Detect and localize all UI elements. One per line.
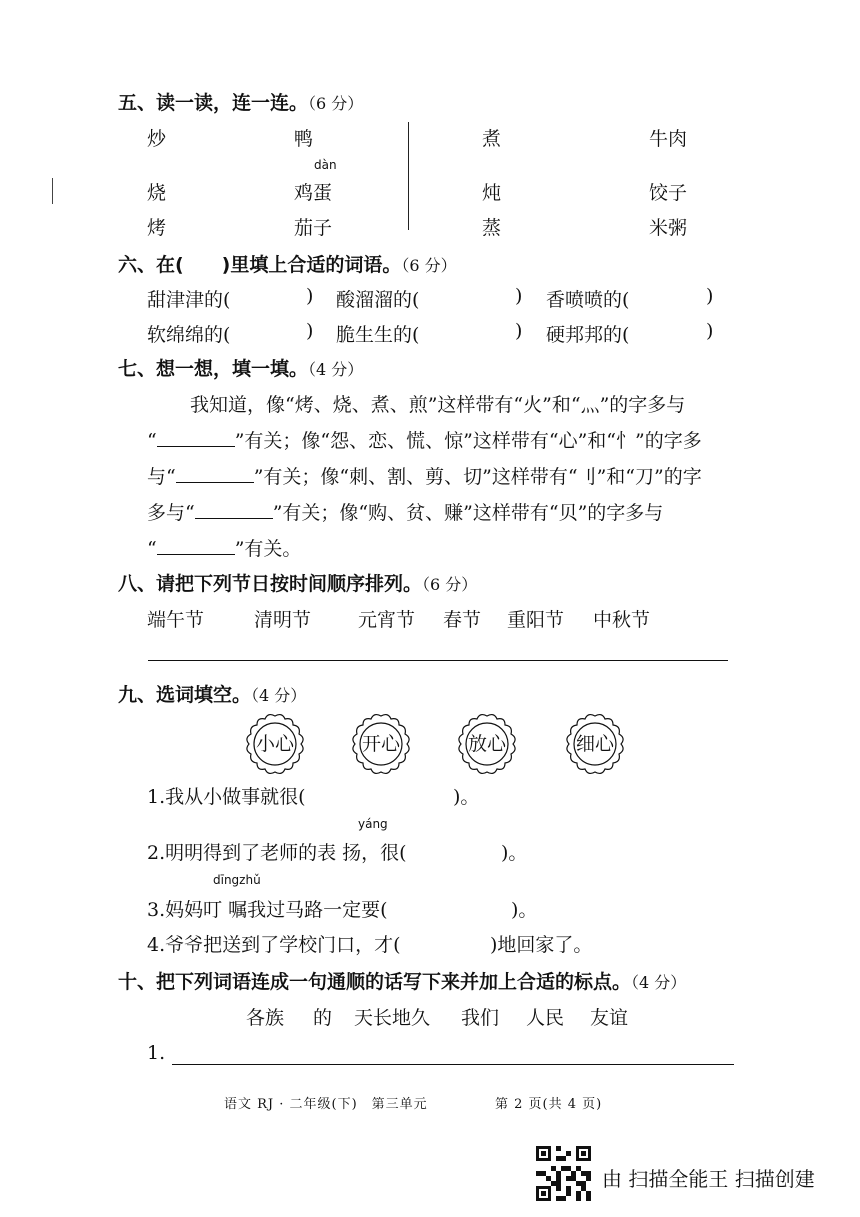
s6-r2-b: 脆生生的( bbox=[336, 324, 420, 346]
s5-left-1: 炒 bbox=[147, 128, 167, 150]
s6-r1-a: 甜津津的( bbox=[147, 289, 231, 311]
s6-r1-b-close: ) bbox=[515, 285, 523, 307]
margin-mark bbox=[52, 178, 53, 204]
s7-line-5: “ ”有关。 bbox=[147, 538, 302, 560]
section-9-heading: 九、选词填空。（4 分） bbox=[118, 684, 307, 706]
word-flower-3 bbox=[456, 713, 518, 775]
s7-line-2: “ ”有关；像“怨、恋、慌、惊”这样带有“心”和“忄”的字多 bbox=[147, 430, 702, 452]
s10-word-6: 友谊 bbox=[590, 1007, 629, 1029]
s9-q3-close: )。 bbox=[511, 899, 538, 921]
word-flower-1 bbox=[244, 713, 306, 775]
s10-word-2: 的 bbox=[313, 1007, 333, 1029]
word-flower-2 bbox=[350, 713, 412, 775]
s7-line-3: 与“ ”有关；像“刺、割、剪、切”这样带有“刂”和“刀”的字 bbox=[147, 466, 702, 488]
answer-line-s8[interactable] bbox=[148, 660, 728, 661]
fill-blank-4[interactable] bbox=[157, 536, 235, 555]
s5-right-left-3: 蒸 bbox=[482, 217, 502, 239]
s6-r2-b-close: ) bbox=[515, 320, 523, 342]
s6-r2-c: 硬邦邦的( bbox=[546, 324, 630, 346]
pinyin-dan: dàn bbox=[314, 158, 337, 172]
s5-left-2: 烧 bbox=[147, 182, 167, 204]
s5-right-left-1: 煮 bbox=[482, 128, 502, 150]
s9-q2: 2.明明得到了老师的表 扬，很( bbox=[147, 842, 407, 864]
s9-q4: 4.爷爷把送到了学校门口，才( bbox=[147, 934, 401, 956]
s5-right-2: 饺子 bbox=[649, 182, 688, 204]
section-7-heading: 七、想一想，填一填。（4 分） bbox=[118, 358, 364, 380]
column-divider bbox=[408, 122, 409, 230]
word-kaixin: 开心 bbox=[361, 733, 400, 755]
s7-line-1: 我知道，像“烤、烧、煮、煎”这样带有“火”和“灬”的字多与 bbox=[190, 394, 686, 416]
s6-r1-b: 酸溜溜的( bbox=[336, 289, 420, 311]
s10-word-4: 我们 bbox=[461, 1007, 500, 1029]
s9-q2-close: )。 bbox=[501, 842, 528, 864]
fill-blank-3[interactable] bbox=[195, 500, 273, 519]
s6-r1-c-close: ) bbox=[706, 285, 714, 307]
s6-r2-a: 软绵绵的( bbox=[147, 324, 231, 346]
s6-r1-c: 香喷喷的( bbox=[546, 289, 630, 311]
s6-r2-c-close: ) bbox=[706, 320, 714, 342]
s5-right-3: 米粥 bbox=[649, 217, 688, 239]
festival-1: 端午节 bbox=[147, 609, 205, 631]
s10-word-1: 各族 bbox=[246, 1007, 285, 1029]
s5-mid-2: 鸡蛋 bbox=[294, 182, 333, 204]
word-fangxin: 放心 bbox=[467, 733, 506, 755]
s9-q3: 3.妈妈叮 嘱我过马路一定要( bbox=[147, 899, 388, 921]
fill-blank-1[interactable] bbox=[157, 428, 235, 447]
footer-page-number: 第 2 页(共 4 页) bbox=[495, 1097, 603, 1112]
s10-answer-number: 1. bbox=[147, 1042, 166, 1064]
festival-3: 元宵节 bbox=[358, 609, 416, 631]
s5-right-1: 牛肉 bbox=[649, 128, 688, 150]
s5-left-3: 烤 bbox=[147, 217, 167, 239]
word-flower-4 bbox=[564, 713, 626, 775]
s5-mid-1: 鸭 bbox=[294, 128, 314, 150]
section-5-heading: 五、读一读，连一连。（6 分） bbox=[118, 92, 364, 114]
pinyin-dingzhu: dīngzhǔ bbox=[213, 873, 261, 887]
footer-subject: 语文 RJ · 二年级(下) 第三单元 bbox=[224, 1097, 428, 1112]
section-10-heading: 十、把下列词语连成一句通顺的话写下来并加上合适的标点。（4 分） bbox=[118, 971, 687, 993]
word-xiaoxin: 小心 bbox=[255, 733, 294, 755]
watermark-text: 由 扫描全能王 扫描创建 bbox=[602, 1167, 815, 1191]
festival-2: 清明节 bbox=[254, 609, 312, 631]
festival-4: 春节 bbox=[443, 609, 482, 631]
festival-6: 中秋节 bbox=[593, 609, 651, 631]
s5-mid-3: 茄子 bbox=[294, 217, 333, 239]
qr-code-icon bbox=[536, 1146, 591, 1201]
s6-r1-a-close: ) bbox=[306, 285, 314, 307]
s9-q4-close: )地回家了。 bbox=[490, 934, 593, 956]
s9-q1-close: )。 bbox=[453, 786, 480, 808]
fill-blank-2[interactable] bbox=[176, 464, 254, 483]
section-6-heading: 六、在( )里填上合适的词语。（6 分） bbox=[118, 254, 457, 276]
s10-word-5: 人民 bbox=[526, 1007, 565, 1029]
s5-right-left-2: 炖 bbox=[482, 182, 502, 204]
s7-line-4: 多与“ ”有关；像“购、贫、赚”这样带有“贝”的字多与 bbox=[147, 502, 664, 524]
festival-5: 重阳节 bbox=[507, 609, 565, 631]
answer-line-s10[interactable] bbox=[172, 1064, 734, 1065]
section-8-heading: 八、请把下列节日按时间顺序排列。（6 分） bbox=[118, 573, 478, 595]
s10-word-3: 天长地久 bbox=[354, 1007, 431, 1029]
pinyin-yang: yáng bbox=[358, 817, 388, 831]
s6-r2-a-close: ) bbox=[306, 320, 314, 342]
word-xixin: 细心 bbox=[575, 733, 614, 755]
s9-q1: 1.我从小做事就很( bbox=[147, 786, 306, 808]
